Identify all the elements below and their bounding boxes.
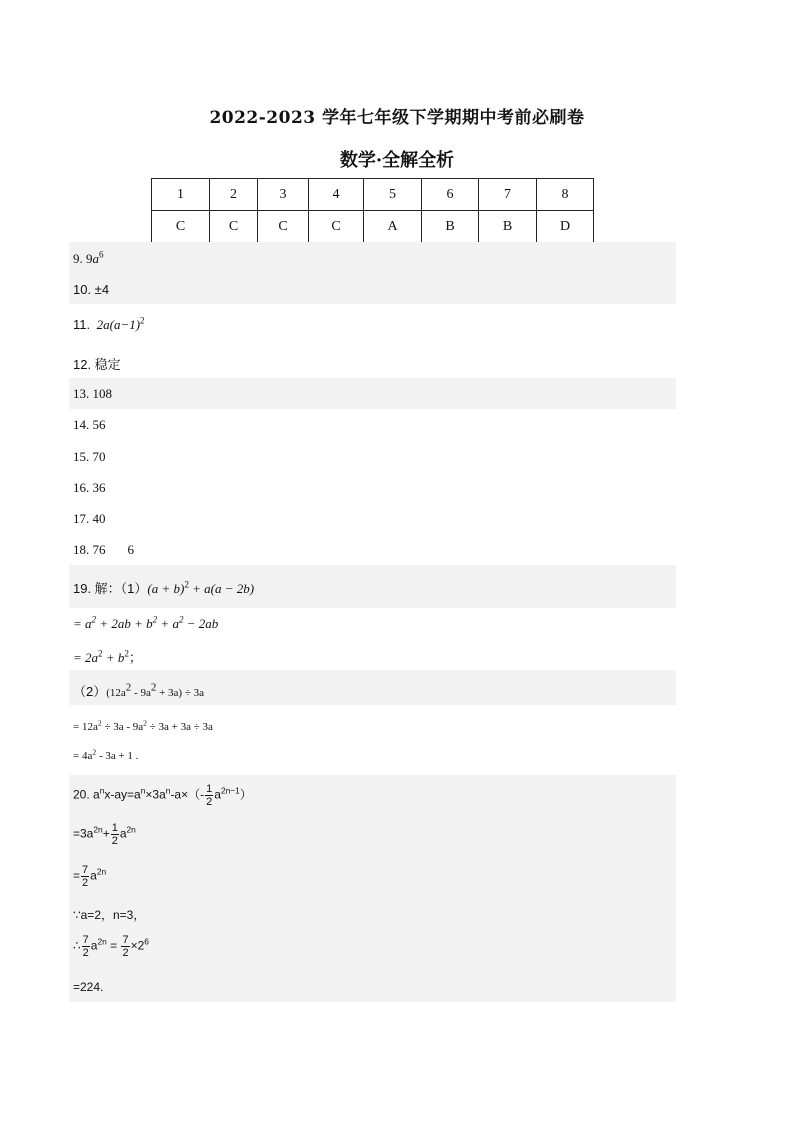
question-number: 8 bbox=[537, 179, 594, 211]
answer-cell: A bbox=[364, 211, 422, 243]
page-title: 2022-2023 学年七年级下学期期中考前必刷卷 bbox=[209, 108, 585, 128]
answer-table-answer-row bbox=[152, 211, 594, 243]
shaded-band bbox=[69, 378, 676, 409]
answer-19-line-3: = $2a^2 + b^2$； bbox=[73, 648, 142, 665]
answer-14: 14. 56 bbox=[73, 417, 106, 432]
question-number: 2 bbox=[210, 179, 258, 211]
answer-13: 13. 108 bbox=[73, 386, 112, 401]
answer-16: 16. 36 bbox=[73, 480, 106, 495]
question-number: 1 bbox=[152, 179, 210, 211]
question-number: 7 bbox=[479, 179, 537, 211]
answer-cell: C bbox=[210, 211, 258, 243]
answer-19-part-2-line-3: = $4a^2 - 3a + 1$ . bbox=[73, 747, 139, 762]
answer-cell: C bbox=[152, 211, 210, 243]
answer-20-line-1: 20. $a^nx-ay=a^n\times 3a^n-a\times(-$ $\frac{1}{2}$ $a^{2n-1}$） bbox=[73, 783, 252, 808]
answer-20-line-4: ∵a=2，n=3， bbox=[73, 908, 146, 922]
fraction: $\frac{1}{2}$ bbox=[111, 822, 118, 847]
answer-20-line-5: ∴ $\frac{7}{2}$ $a^{2n}$ = $\frac{7}{2}$ $\times 2^6$ bbox=[73, 934, 149, 959]
page-subtitle: 数学·全解全析 bbox=[339, 150, 455, 171]
fraction: $\frac{7}{2}$ bbox=[82, 934, 89, 959]
answer-table bbox=[151, 178, 594, 243]
answer-cell: C bbox=[309, 211, 364, 243]
answer-9: 9. $9a^6$ bbox=[73, 249, 104, 266]
answer-cell: B bbox=[479, 211, 537, 243]
fraction: $\frac{7}{2}$ bbox=[122, 934, 129, 959]
answer-18: 18. 76 6 bbox=[73, 542, 134, 557]
question-number: 5 bbox=[364, 179, 422, 211]
answer-17: 17. 40 bbox=[73, 511, 106, 526]
question-number: 4 bbox=[309, 179, 364, 211]
answer-20-line-6: =224. bbox=[73, 980, 104, 994]
answer-20-line-3: = $\frac{7}{2}$ $a^{2n}$ bbox=[73, 864, 107, 889]
answer-19-part-2-line-2: = $12a^2 \div 3a - 9a^2 \div 3a + 3a \div 3a$ bbox=[73, 718, 213, 733]
answer-15: 15. 70 bbox=[73, 449, 106, 464]
answer-19-part-2: $(2)(12a^2 - 9a^2 + 3a) \div 3a$ bbox=[73, 681, 204, 699]
fraction: $\frac{1}{2}$ bbox=[206, 783, 213, 808]
answer-10: 10. ±4 bbox=[73, 282, 110, 297]
answer-19-line-1: 19. 解：$(1)(a + b)^2 + a(a - 2b)$ bbox=[73, 579, 255, 596]
answer-cell: C bbox=[258, 211, 309, 243]
fraction: $\frac{7}{2}$ bbox=[82, 864, 89, 889]
answer-20-line-2: $=3a^{2n}+$ $\frac{1}{2}$ $a^{2n}$ bbox=[73, 822, 136, 847]
answer-11: 11. $2a(a-1)^2$ bbox=[73, 315, 145, 332]
shaded-band bbox=[69, 775, 676, 1002]
answer-cell: B bbox=[422, 211, 479, 243]
answer-12: 12. 稳定 bbox=[73, 357, 121, 372]
answer-table-number-row bbox=[152, 179, 594, 211]
answer-cell: D bbox=[537, 211, 594, 243]
question-number: 6 bbox=[422, 179, 479, 211]
answer-19-line-2: = $a^2 + 2ab + b^2 + a^2 - 2ab$ bbox=[73, 614, 219, 631]
shaded-band bbox=[69, 242, 676, 304]
question-number: 3 bbox=[258, 179, 309, 211]
